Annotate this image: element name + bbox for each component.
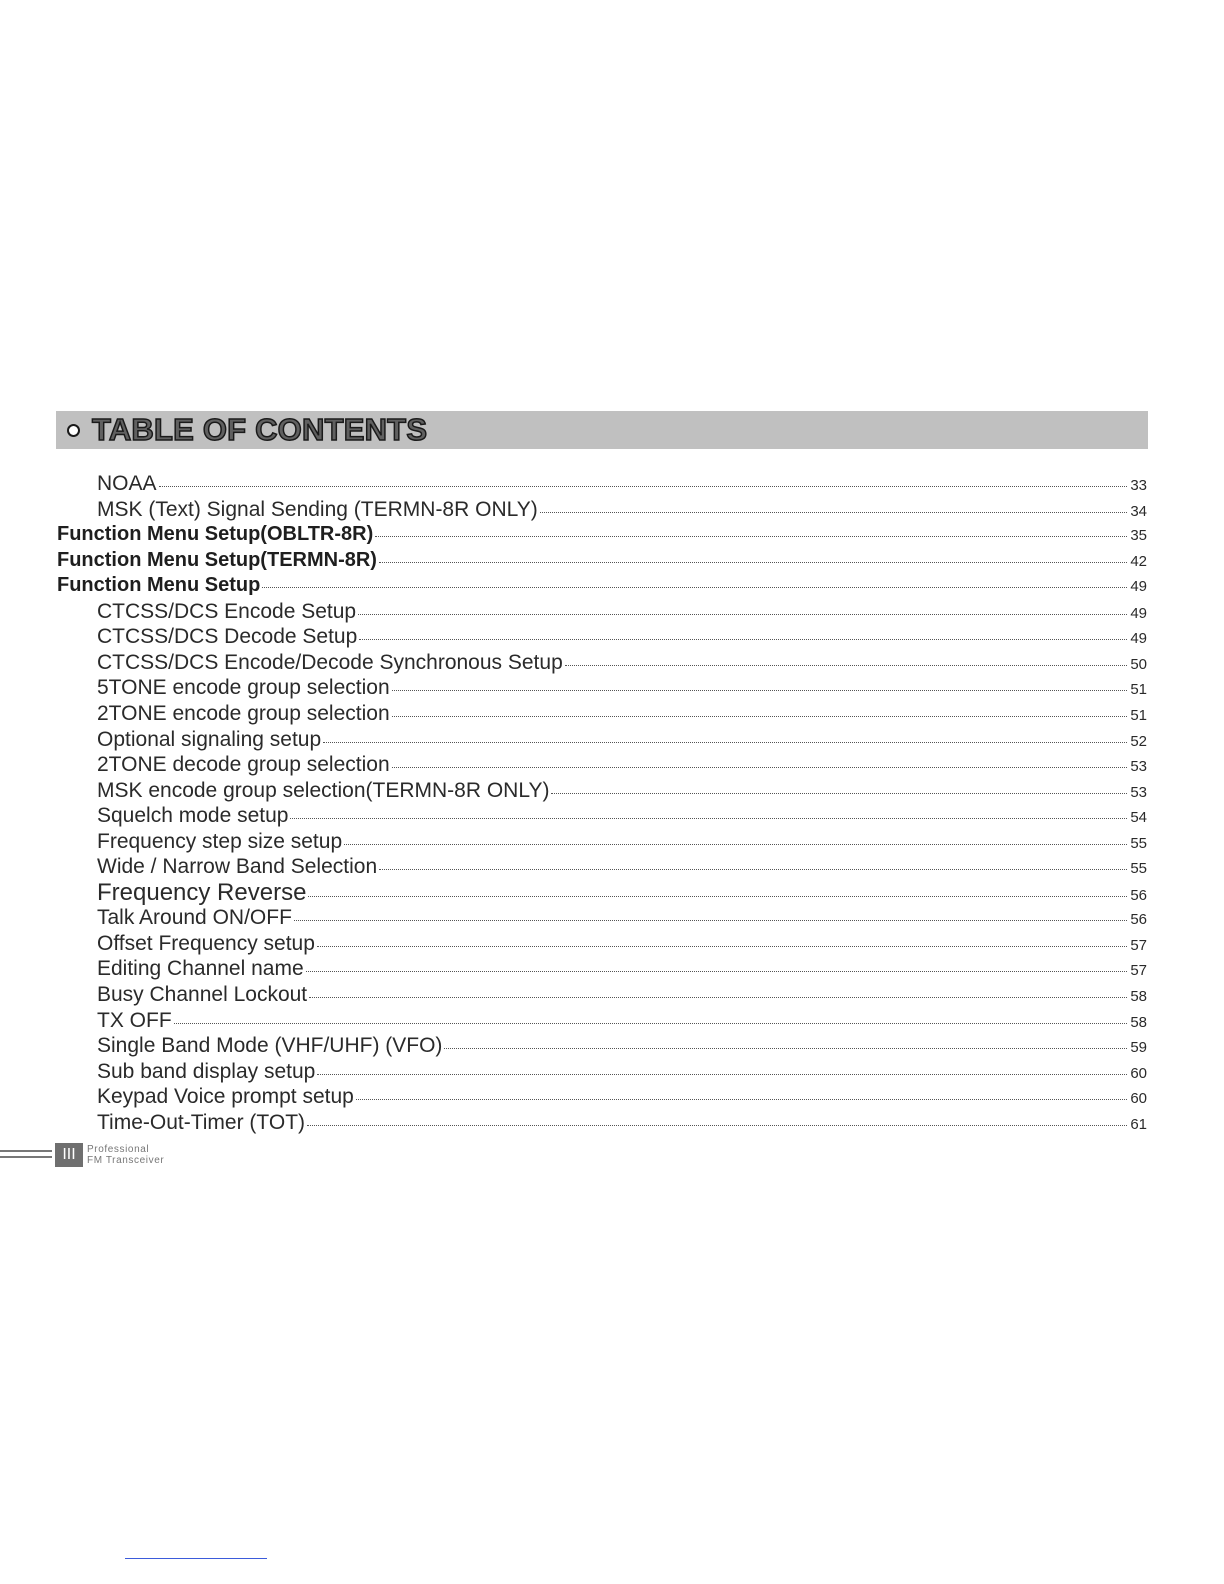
dot-leader <box>294 920 1127 921</box>
toc-entry-label: Optional signaling setup <box>97 727 322 751</box>
toc-entry[interactable] <box>0 1059 1224 1084</box>
toc-entry[interactable] <box>0 624 1224 649</box>
toc-entry-label: Editing Channel name <box>97 957 304 981</box>
toc-entry[interactable] <box>0 548 1224 573</box>
toc-entry[interactable] <box>0 471 1224 496</box>
toc-entry-label: Keypad Voice prompt setup <box>97 1085 354 1109</box>
toc-entry[interactable] <box>0 931 1224 956</box>
dot-leader <box>551 793 1127 794</box>
toc-entry-label: Single Band Mode (VHF/UHF) (VFO) <box>97 1034 443 1058</box>
toc-entry-page: 53 <box>1130 758 1147 776</box>
toc-entry-label: CTCSS/DCS Encode Setup <box>97 599 357 623</box>
toc-entry[interactable] <box>0 727 1224 752</box>
toc-entry-page: 56 <box>1130 911 1147 929</box>
toc-entry[interactable] <box>0 1084 1224 1109</box>
toc-entry-label: Offset Frequency setup <box>97 931 315 955</box>
toc-entry[interactable] <box>0 650 1224 675</box>
toc-entry-label: Time-Out-Timer (TOT) <box>97 1110 306 1134</box>
toc-entry[interactable] <box>0 599 1224 624</box>
toc-entry[interactable] <box>0 497 1224 522</box>
footer-line-2: FM Transceiver <box>87 1155 165 1166</box>
toc-entry-label: MSK encode group selection(TERMN-8R ONLY) <box>97 778 550 802</box>
toc-entry-label: Function Menu Setup <box>57 574 261 597</box>
toc-entry-label: Function Menu Setup(TERMN-8R) <box>57 548 377 571</box>
footer-page-number: III <box>55 1143 83 1167</box>
toc-entry[interactable] <box>0 803 1224 828</box>
toc-entry-page: 33 <box>1130 477 1147 494</box>
toc-entry-page: 49 <box>1130 630 1147 648</box>
toc-entry-page: 52 <box>1130 732 1147 750</box>
toc-entry[interactable] <box>0 880 1224 905</box>
toc-entry-page: 56 <box>1130 886 1147 904</box>
toc-entry-page: 60 <box>1130 1064 1147 1082</box>
toc-entry-label: Wide / Narrow Band Selection <box>97 855 378 879</box>
toc-entry-page: 57 <box>1130 936 1147 954</box>
toc-entry-label: MSK (Text) Signal Sending (TERMN-8R ONLY) <box>97 497 538 521</box>
dot-leader <box>317 946 1127 947</box>
toc-entry[interactable] <box>0 829 1224 854</box>
toc-entry[interactable] <box>0 956 1224 981</box>
toc-entry[interactable] <box>0 854 1224 879</box>
toc-entry[interactable] <box>0 778 1224 803</box>
dot-leader <box>323 742 1127 743</box>
dot-leader <box>379 869 1127 870</box>
toc-entry-label: CTCSS/DCS Decode Setup <box>97 625 358 649</box>
toc-entry-page: 35 <box>1130 527 1147 545</box>
footer-product-label <box>87 1144 164 1166</box>
circle-bullet-icon <box>67 424 80 437</box>
toc-entry-label: Frequency step size setup <box>97 829 343 853</box>
toc-entry-page: 53 <box>1130 783 1147 801</box>
toc-entry-label: 5TONE encode group selection <box>97 676 390 700</box>
toc-entry[interactable] <box>0 982 1224 1007</box>
toc-entry[interactable] <box>0 701 1224 726</box>
dot-leader <box>309 997 1127 998</box>
toc-entry-page: 59 <box>1130 1039 1147 1057</box>
dot-leader <box>306 971 1128 972</box>
toc-entry-label: 2TONE decode group selection <box>97 753 390 777</box>
toc-entry-page: 60 <box>1130 1090 1147 1108</box>
footer-line-1: Professional <box>87 1144 150 1155</box>
toc-entry-page: 49 <box>1130 578 1147 596</box>
toc-entry-page: 42 <box>1130 552 1147 570</box>
toc-header-bar <box>56 411 1148 449</box>
dot-leader <box>290 818 1127 819</box>
dot-leader <box>392 690 1128 691</box>
toc-entry-page: 58 <box>1130 1013 1147 1031</box>
bottom-rule <box>125 1558 267 1559</box>
dot-leader <box>392 767 1128 768</box>
toc-entry-label: Talk Around ON/OFF <box>97 906 292 930</box>
dot-leader <box>356 1099 1127 1100</box>
dot-leader <box>540 512 1128 513</box>
toc-entry-label: Squelch mode setup <box>97 804 289 828</box>
toc-entry[interactable] <box>0 573 1224 598</box>
dot-leader <box>159 486 1128 487</box>
dot-leader <box>379 562 1127 563</box>
toc-entry-page: 57 <box>1130 962 1147 980</box>
dot-leader <box>308 896 1127 897</box>
toc-entry-page: 54 <box>1130 809 1147 827</box>
toc-entry-label: Frequency Reverse <box>97 878 307 906</box>
dot-leader <box>358 614 1127 615</box>
footer-rule-lines <box>0 1150 52 1162</box>
toc-entry[interactable] <box>0 1110 1224 1135</box>
toc-entry-page: 55 <box>1130 834 1147 852</box>
toc-entry-page: 51 <box>1130 681 1147 699</box>
dot-leader <box>262 587 1127 588</box>
toc-entry-page: 61 <box>1130 1115 1147 1133</box>
toc-entry-page: 34 <box>1130 502 1147 520</box>
dot-leader <box>444 1048 1127 1049</box>
toc-entry-label: Function Menu Setup(OBLTR-8R) <box>57 523 374 546</box>
toc-entry-label: Busy Channel Lockout <box>97 983 308 1006</box>
dot-leader <box>359 639 1127 640</box>
dot-leader <box>392 716 1128 717</box>
dot-leader <box>565 665 1128 666</box>
toc-entry-label: NOAA <box>97 472 157 495</box>
page-title: TABLE OF CONTENTS <box>92 412 428 447</box>
toc-entry-label: Sub band display setup <box>97 1059 316 1083</box>
toc-entry[interactable] <box>0 1033 1224 1058</box>
toc-entry-page: 51 <box>1130 706 1147 724</box>
dot-leader <box>375 536 1127 537</box>
dot-leader <box>174 1023 1128 1024</box>
toc-entry-label: CTCSS/DCS Encode/Decode Synchronous Setup <box>97 650 563 674</box>
dot-leader <box>344 844 1127 845</box>
toc-entry-label: TX OFF <box>97 1008 172 1032</box>
toc-entry-page: 50 <box>1130 655 1147 673</box>
toc-entry-label: 2TONE encode group selection <box>97 701 390 725</box>
toc-entry[interactable] <box>0 522 1224 547</box>
dot-leader <box>307 1125 1127 1126</box>
toc-entry[interactable] <box>0 905 1224 930</box>
toc-entry-page: 55 <box>1130 860 1147 878</box>
toc-entry[interactable] <box>0 752 1224 777</box>
toc-entry-page: 49 <box>1130 604 1147 622</box>
dot-leader <box>317 1074 1127 1075</box>
toc-entry-page: 58 <box>1130 988 1147 1005</box>
toc-entry[interactable] <box>0 1008 1224 1033</box>
toc-entry[interactable] <box>0 675 1224 700</box>
